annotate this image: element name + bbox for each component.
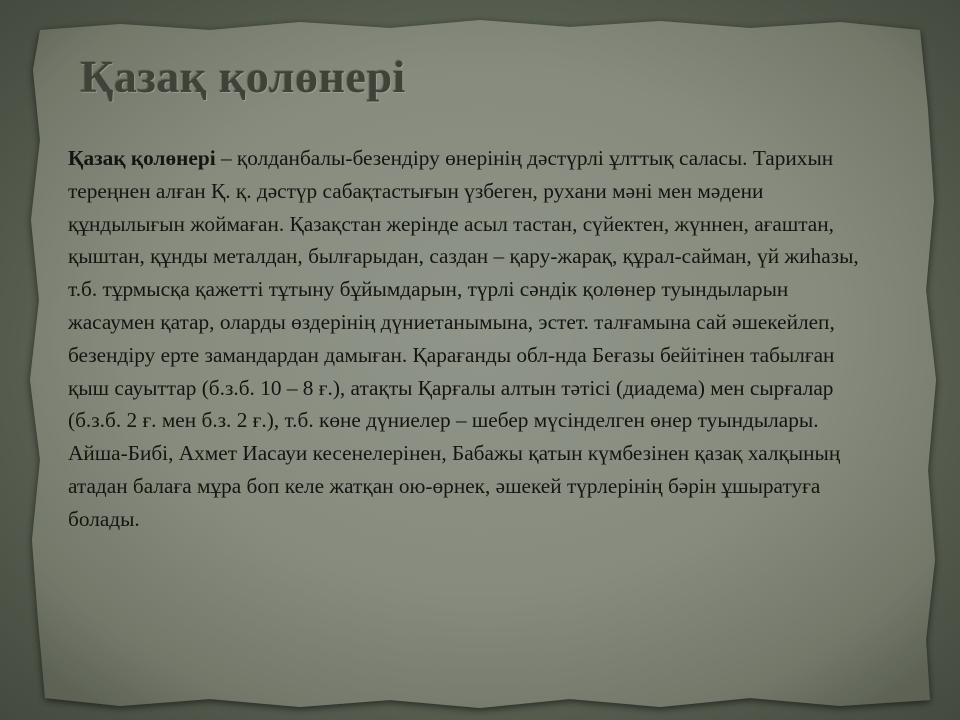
paragraph-text: – қолданбалы-безендіру өнерінің дәстүрлі ұлттық саласы. Тарихын тереңнен алған Қ. қ. дәстүр сабақтастығын үзбеген, рухани мәні мен мәдени құндылығын жоймаған. Қазақстан жерінде асыл тастан, сүйектен, жүннен, ағаштан, қыштан, құнды металдан, былғарыдан, саздан – қару-жарақ, құрал-сайман, үй жиһазы, т.б. тұрмысқа қажетті тұтыну бұйымдарын, түрлі сәндік қолөнер туындыларын жасаумен қатар, оларды өздерінің дүниетанымына, эстет. талғамына сай әшекейлеп, безендіру ерте замандардан дамыған. Қарағанды обл-нда Беғазы бейітінен табылған қыш сауыттар (б.з.б. 10 – 8 ғ.), атақты Қарғалы алтын тәтісі (диадема) мен сырғалар (б.з.б. 2 ғ. мен б.з. 2 ғ.), т.б. көне дүниелер – шебер мүсінделген өнер туындылары. Айша-Бибі, Ахмет Иасауи кесенелерінен, Бабажы қатын күмбезінен қазақ халқының атадан балаға мұра боп келе жатқан ою-өрнек, әшекей түрлерінің бәрін ұшыратуға болады. xyxy=(68,146,859,531)
slide-title: Қазақ қолөнері xyxy=(80,51,406,102)
body-paragraph xyxy=(68,142,868,536)
paragraph-lead-term: Қазақ қолөнері xyxy=(68,146,216,170)
